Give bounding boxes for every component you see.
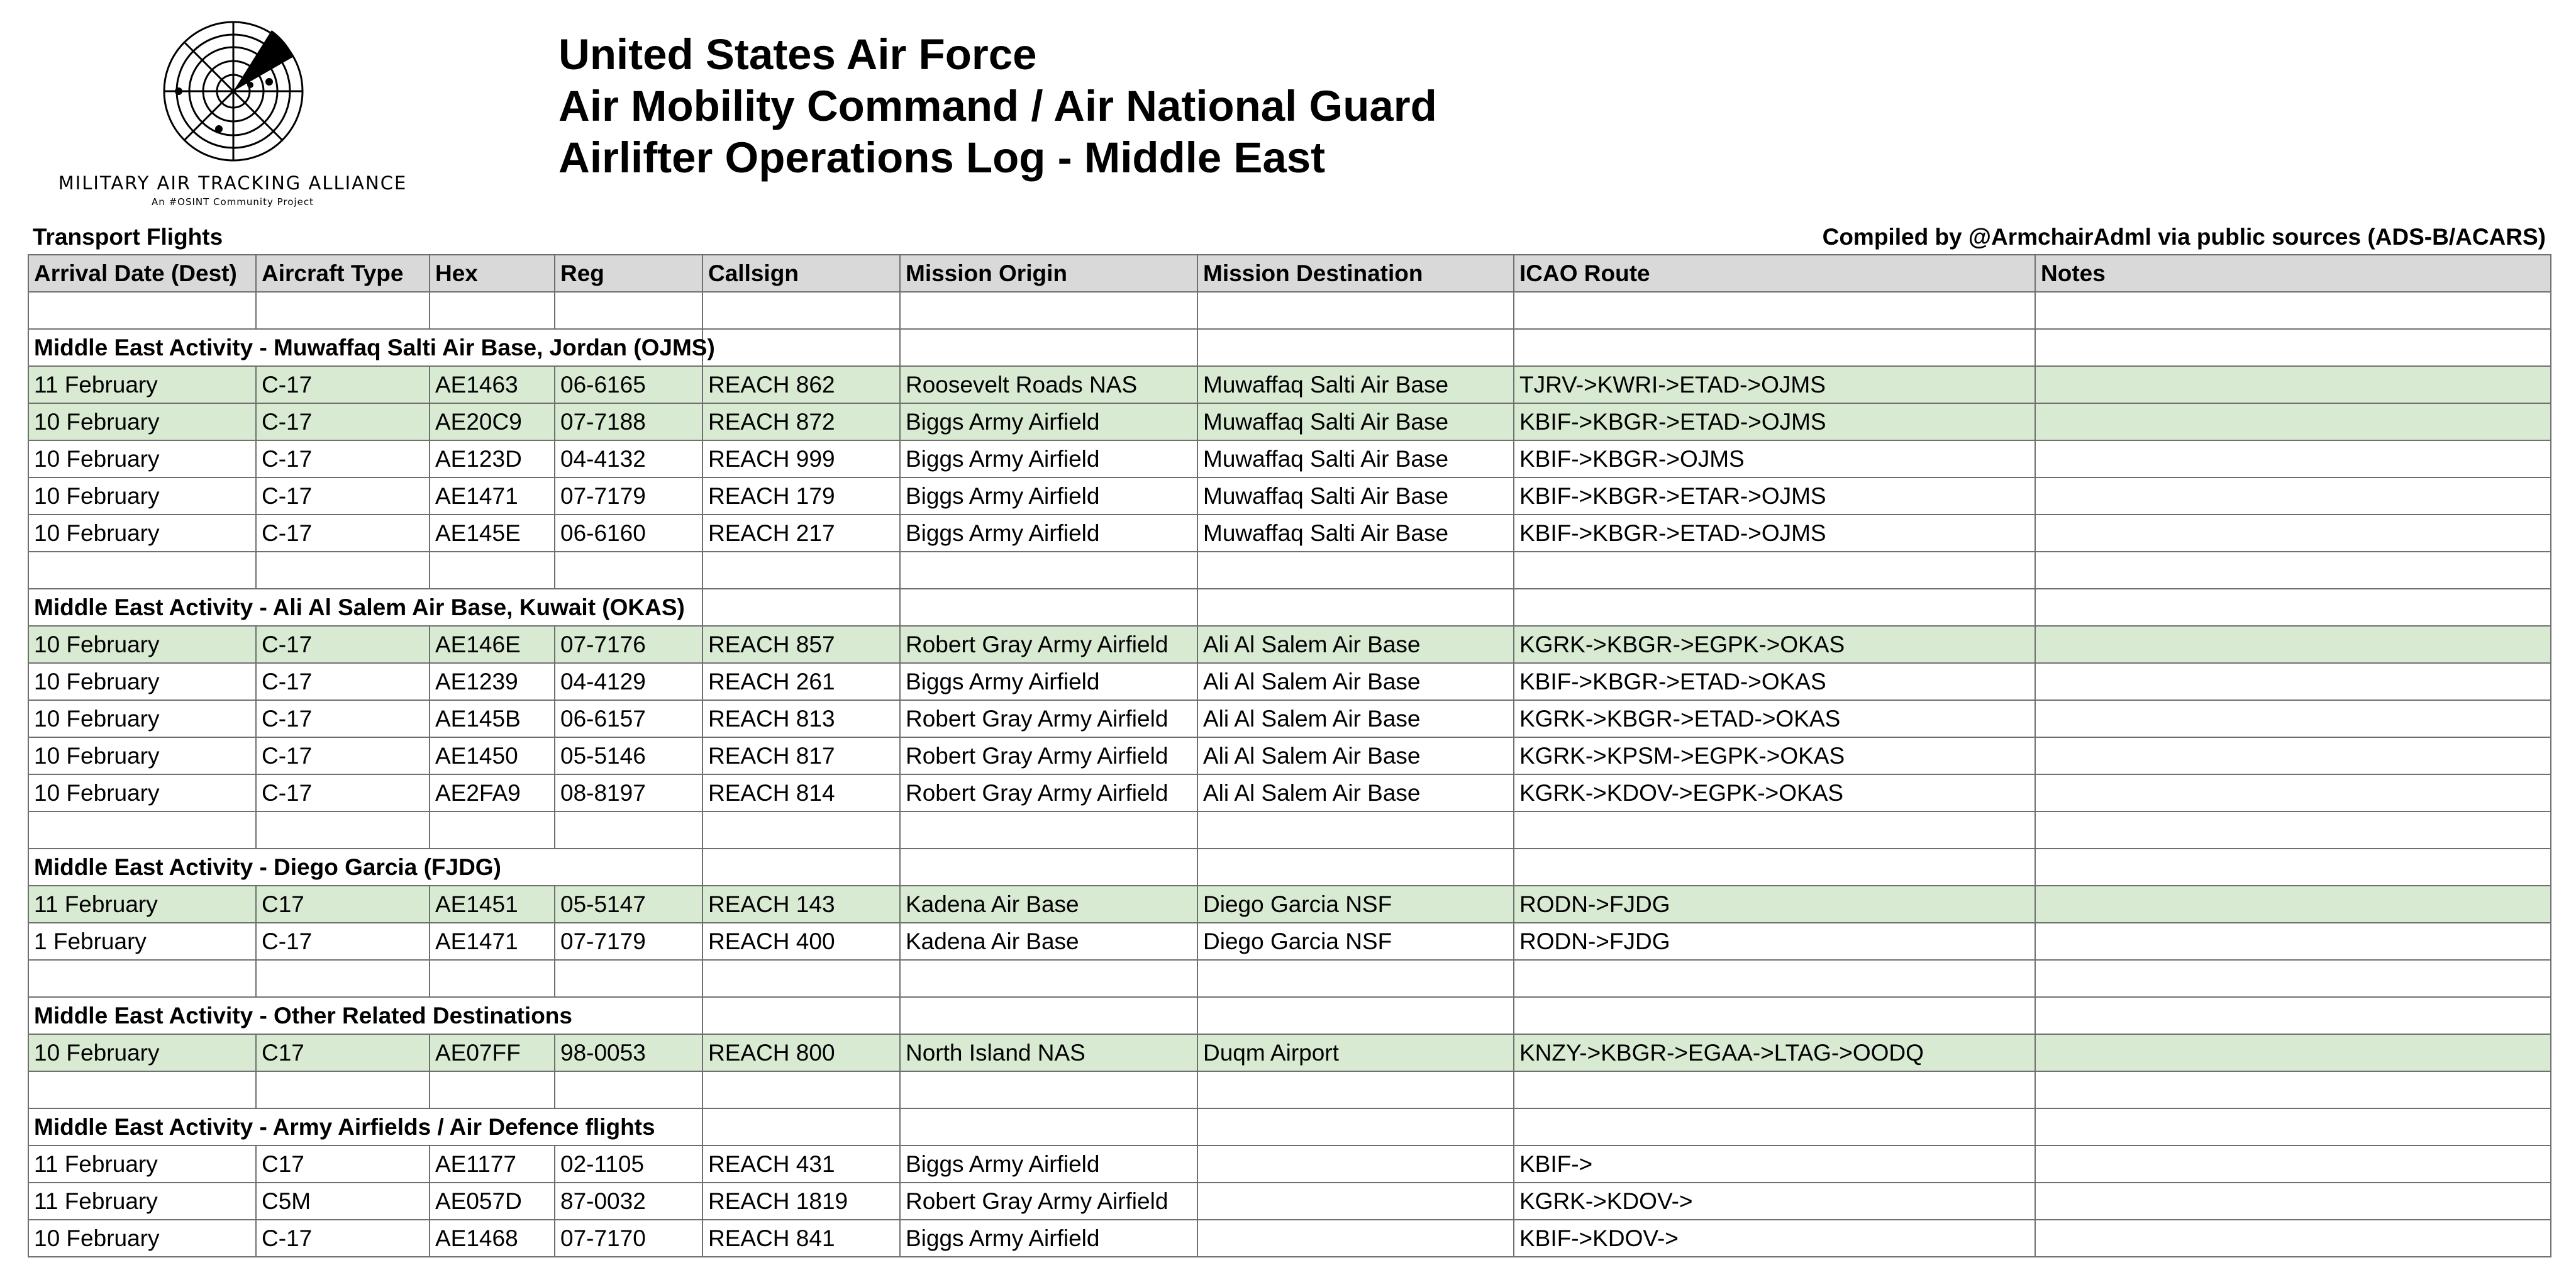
table-cell[interactable] xyxy=(1514,1108,2035,1145)
table-cell[interactable] xyxy=(2035,923,2551,960)
table-cell[interactable] xyxy=(900,960,1197,997)
table-cell[interactable]: C17 xyxy=(256,886,430,923)
table-cell[interactable]: Kadena Air Base xyxy=(900,886,1197,923)
table-cell[interactable]: Robert Gray Army Airfield xyxy=(900,700,1197,737)
title-line-2: Air Mobility Command / Air National Guard xyxy=(558,82,1437,130)
table-cell[interactable] xyxy=(2035,440,2551,477)
table-cell[interactable] xyxy=(2035,663,2551,700)
table-cell[interactable] xyxy=(702,997,900,1034)
table-cell[interactable]: AE1451 xyxy=(430,886,555,923)
table-row xyxy=(28,477,2551,515)
table-cell[interactable]: KBIF-> xyxy=(1514,1145,2035,1183)
table-cell[interactable] xyxy=(702,1071,900,1108)
section-title-row xyxy=(28,849,2551,886)
table-cell[interactable] xyxy=(2035,626,2551,663)
spacer-row xyxy=(28,292,2551,329)
table-cell[interactable] xyxy=(555,811,702,849)
table-cell[interactable]: AE145B xyxy=(430,700,555,737)
table-cell[interactable]: REACH 179 xyxy=(702,477,900,515)
table-cell[interactable]: KBIF->KBGR->ETAR->OJMS xyxy=(1514,477,2035,515)
column-header[interactable]: Hex xyxy=(430,255,555,292)
table-cell[interactable]: Duqm Airport xyxy=(1197,1034,1514,1071)
table-cell[interactable]: KGRK->KBGR->ETAD->OKAS xyxy=(1514,700,2035,737)
table-cell[interactable] xyxy=(256,811,430,849)
table-cell[interactable] xyxy=(1197,1108,1514,1145)
table-cell[interactable]: Muwaffaq Salti Air Base xyxy=(1197,515,1514,552)
table-cell[interactable] xyxy=(1197,811,1514,849)
table-cell[interactable]: Robert Gray Army Airfield xyxy=(900,737,1197,774)
table-cell[interactable]: TJRV->KWRI->ETAD->OJMS xyxy=(1514,366,2035,403)
table-cell[interactable]: Diego Garcia NSF xyxy=(1197,923,1514,960)
column-header[interactable]: ICAO Route xyxy=(1514,255,2035,292)
table-cell[interactable] xyxy=(1514,960,2035,997)
table-cell[interactable] xyxy=(1197,552,1514,589)
table-cell[interactable] xyxy=(2035,886,2551,923)
table-cell[interactable]: Diego Garcia NSF xyxy=(1197,886,1514,923)
table-row xyxy=(28,440,2551,477)
table-cell[interactable]: C-17 xyxy=(256,663,430,700)
table-cell[interactable]: 05-5146 xyxy=(555,737,702,774)
table-cell[interactable]: AE1468 xyxy=(430,1220,555,1257)
table-cell[interactable]: RODN->FJDG xyxy=(1514,923,2035,960)
table-cell[interactable]: Robert Gray Army Airfield xyxy=(900,774,1197,811)
table-cell[interactable]: AE20C9 xyxy=(430,403,555,440)
table-cell[interactable]: 07-7170 xyxy=(555,1220,702,1257)
table-cell[interactable]: KNZY->KBGR->EGAA->LTAG->OODQ xyxy=(1514,1034,2035,1071)
section-title[interactable]: Middle East Activity - Diego Garcia (FJDG) xyxy=(28,849,256,886)
table-row xyxy=(28,403,2551,440)
table-cell[interactable] xyxy=(2035,1220,2551,1257)
spacer-row xyxy=(28,960,2551,997)
table-cell[interactable]: AE145E xyxy=(430,515,555,552)
table-cell[interactable]: C-17 xyxy=(256,626,430,663)
table-cell[interactable]: 10 February xyxy=(28,700,256,737)
table-cell[interactable]: Biggs Army Airfield xyxy=(900,1220,1197,1257)
table-cell[interactable] xyxy=(2035,1108,2551,1145)
table-cell[interactable]: 11 February xyxy=(28,366,256,403)
table-cell[interactable] xyxy=(430,292,555,329)
section-title-row xyxy=(28,589,2551,626)
table-cell[interactable] xyxy=(1197,292,1514,329)
spacer-row xyxy=(28,1071,2551,1108)
table-cell[interactable] xyxy=(1197,329,1514,366)
table-cell[interactable] xyxy=(702,329,900,366)
table-row xyxy=(28,774,2551,811)
table-cell[interactable]: Muwaffaq Salti Air Base xyxy=(1197,403,1514,440)
table-cell[interactable]: 05-5147 xyxy=(555,886,702,923)
table-cell[interactable]: 02-1105 xyxy=(555,1145,702,1183)
table-cell[interactable] xyxy=(1197,960,1514,997)
table-cell[interactable]: AE1471 xyxy=(430,477,555,515)
table-cell[interactable] xyxy=(2035,589,2551,626)
table-cell[interactable]: Ali Al Salem Air Base xyxy=(1197,626,1514,663)
table-cell[interactable]: KGRK->KDOV-> xyxy=(1514,1183,2035,1220)
table-cell[interactable] xyxy=(430,552,555,589)
table-cell[interactable]: C-17 xyxy=(256,737,430,774)
table-cell[interactable]: 11 February xyxy=(28,1145,256,1183)
table-row xyxy=(28,1220,2551,1257)
table-cell[interactable]: North Island NAS xyxy=(900,1034,1197,1071)
table-row xyxy=(28,886,2551,923)
table-cell[interactable] xyxy=(1197,849,1514,886)
table-cell[interactable]: REACH 862 xyxy=(702,366,900,403)
table-cell[interactable] xyxy=(430,1071,555,1108)
table-cell[interactable]: REACH 800 xyxy=(702,1034,900,1071)
table-cell[interactable]: KGRK->KBGR->EGPK->OKAS xyxy=(1514,626,2035,663)
table-cell[interactable]: KGRK->KDOV->EGPK->OKAS xyxy=(1514,774,2035,811)
table-cell[interactable]: Ali Al Salem Air Base xyxy=(1197,663,1514,700)
table-cell[interactable]: C-17 xyxy=(256,477,430,515)
table-cell[interactable]: AE1471 xyxy=(430,923,555,960)
table-cell[interactable] xyxy=(555,552,702,589)
table-cell[interactable]: REACH 817 xyxy=(702,737,900,774)
operations-log-table xyxy=(28,254,2551,1257)
table-cell[interactable]: REACH 841 xyxy=(702,1220,900,1257)
column-header[interactable]: Mission Origin xyxy=(900,255,1197,292)
section-title[interactable]: Middle East Activity - Other Related Destinations xyxy=(28,997,256,1034)
table-cell[interactable] xyxy=(2035,1183,2551,1220)
table-cell[interactable]: REACH 999 xyxy=(702,440,900,477)
logo-tagline: An #OSINT Community Project xyxy=(152,196,314,208)
table-row xyxy=(28,1145,2551,1183)
table-row xyxy=(28,626,2551,663)
table-cell[interactable]: KBIF->KBGR->ETAD->OKAS xyxy=(1514,663,2035,700)
table-cell[interactable] xyxy=(256,1071,430,1108)
table-cell[interactable] xyxy=(1514,1071,2035,1108)
table-cell[interactable] xyxy=(1197,1071,1514,1108)
table-cell[interactable] xyxy=(28,292,256,329)
table-cell[interactable]: C17 xyxy=(256,1034,430,1071)
table-cell[interactable] xyxy=(28,552,256,589)
table-cell[interactable] xyxy=(900,1071,1197,1108)
table-row xyxy=(28,515,2551,552)
table-cell[interactable] xyxy=(555,292,702,329)
table-cell[interactable] xyxy=(28,811,256,849)
table-cell[interactable] xyxy=(1514,552,2035,589)
table-cell[interactable] xyxy=(2035,700,2551,737)
section-title-row xyxy=(28,997,2551,1034)
table-cell[interactable]: REACH 1819 xyxy=(702,1183,900,1220)
table-cell[interactable] xyxy=(430,811,555,849)
table-cell[interactable] xyxy=(1514,997,2035,1034)
table-cell[interactable]: KBIF->KBGR->ETAD->OJMS xyxy=(1514,403,2035,440)
table-cell[interactable]: Kadena Air Base xyxy=(900,923,1197,960)
source-credit: Compiled by @ArmchairAdml via public sources (ADS-B/ACARS) xyxy=(1822,224,2546,250)
column-header[interactable]: Callsign xyxy=(702,255,900,292)
column-header[interactable]: Notes xyxy=(2035,255,2551,292)
table-cell[interactable]: Muwaffaq Salti Air Base xyxy=(1197,440,1514,477)
radar-icon xyxy=(161,19,306,164)
table-cell[interactable]: 04-4129 xyxy=(555,663,702,700)
table-cell[interactable]: 10 February xyxy=(28,1034,256,1071)
table-cell[interactable] xyxy=(1197,1220,1514,1257)
table-cell[interactable] xyxy=(555,997,702,1034)
table-cell[interactable]: 04-4132 xyxy=(555,440,702,477)
table-row xyxy=(28,663,2551,700)
table-cell[interactable]: AE1450 xyxy=(430,737,555,774)
table-cell[interactable]: AE1239 xyxy=(430,663,555,700)
table-cell[interactable] xyxy=(900,329,1197,366)
table-cell[interactable]: C-17 xyxy=(256,774,430,811)
logo-name: MILITARY AIR TRACKING ALLIANCE xyxy=(58,172,408,194)
table-cell[interactable] xyxy=(2035,849,2551,886)
table-cell[interactable] xyxy=(702,292,900,329)
table-cell[interactable]: 11 February xyxy=(28,886,256,923)
section-title[interactable]: Middle East Activity - Muwaffaq Salti Air Base, Jordan (OJMS) xyxy=(28,329,256,366)
table-cell[interactable]: REACH 872 xyxy=(702,403,900,440)
column-header[interactable]: Reg xyxy=(555,255,702,292)
section-title-row xyxy=(28,1108,2551,1145)
table-cell[interactable]: C-17 xyxy=(256,515,430,552)
matra-logo xyxy=(38,19,428,214)
table-cell[interactable]: 1 February xyxy=(28,923,256,960)
table-cell[interactable] xyxy=(2035,811,2551,849)
table-cell[interactable] xyxy=(1197,997,1514,1034)
column-header[interactable]: Aircraft Type xyxy=(256,255,430,292)
table-cell[interactable]: 10 February xyxy=(28,440,256,477)
table-cell[interactable]: C-17 xyxy=(256,700,430,737)
table-cell[interactable]: C5M xyxy=(256,1183,430,1220)
table-cell[interactable]: Muwaffaq Salti Air Base xyxy=(1197,366,1514,403)
table-cell[interactable] xyxy=(2035,552,2551,589)
table-cell[interactable]: REACH 813 xyxy=(702,700,900,737)
table-cell[interactable]: 10 February xyxy=(28,1220,256,1257)
table-cell[interactable] xyxy=(900,1108,1197,1145)
table-cell[interactable] xyxy=(256,960,430,997)
table-cell[interactable]: 07-7176 xyxy=(555,626,702,663)
table-cell[interactable]: Robert Gray Army Airfield xyxy=(900,1183,1197,1220)
table-cell[interactable] xyxy=(2035,1145,2551,1183)
table-cell[interactable] xyxy=(430,960,555,997)
table-cell[interactable] xyxy=(900,589,1197,626)
table-cell[interactable] xyxy=(2035,292,2551,329)
table-cell[interactable]: C-17 xyxy=(256,366,430,403)
table-cell[interactable]: Roosevelt Roads NAS xyxy=(900,366,1197,403)
table-cell[interactable] xyxy=(2035,960,2551,997)
table-cell[interactable]: 06-6160 xyxy=(555,515,702,552)
section-title[interactable]: Middle East Activity - Army Airfields / Air Defence flights xyxy=(28,1108,256,1145)
table-cell[interactable]: Biggs Army Airfield xyxy=(900,663,1197,700)
table-cell[interactable]: 07-7188 xyxy=(555,403,702,440)
table-cell[interactable] xyxy=(2035,366,2551,403)
table-cell[interactable]: 07-7179 xyxy=(555,923,702,960)
table-cell[interactable] xyxy=(900,811,1197,849)
table-cell[interactable]: Ali Al Salem Air Base xyxy=(1197,700,1514,737)
table-cell[interactable]: 08-8197 xyxy=(555,774,702,811)
table-cell[interactable]: REACH 857 xyxy=(702,626,900,663)
table-cell[interactable] xyxy=(555,849,702,886)
table-cell[interactable] xyxy=(900,849,1197,886)
table-cell[interactable]: Muwaffaq Salti Air Base xyxy=(1197,477,1514,515)
table-cell[interactable] xyxy=(2035,403,2551,440)
table-cell[interactable] xyxy=(2035,1034,2551,1071)
table-cell[interactable] xyxy=(1514,589,2035,626)
table-cell[interactable]: Biggs Army Airfield xyxy=(900,403,1197,440)
table-cell[interactable]: Biggs Army Airfield xyxy=(900,1145,1197,1183)
table-cell[interactable]: C-17 xyxy=(256,403,430,440)
table-row xyxy=(28,923,2551,960)
table-cell[interactable] xyxy=(702,960,900,997)
table-cell[interactable]: Biggs Army Airfield xyxy=(900,515,1197,552)
table-cell[interactable] xyxy=(2035,1071,2551,1108)
table-cell[interactable] xyxy=(702,849,900,886)
table-cell[interactable] xyxy=(1197,589,1514,626)
table-cell[interactable] xyxy=(256,552,430,589)
table-cell[interactable]: KGRK->KPSM->EGPK->OKAS xyxy=(1514,737,2035,774)
table-cell[interactable]: AE1463 xyxy=(430,366,555,403)
table-cell[interactable] xyxy=(900,552,1197,589)
title-block xyxy=(558,29,1437,184)
table-cell[interactable]: AE123D xyxy=(430,440,555,477)
table-cell[interactable] xyxy=(1197,1183,1514,1220)
table-cell[interactable] xyxy=(900,292,1197,329)
table-cell[interactable]: KBIF->KBGR->ETAD->OJMS xyxy=(1514,515,2035,552)
table-cell[interactable]: KBIF->KDOV-> xyxy=(1514,1220,2035,1257)
table-cell[interactable] xyxy=(1514,292,2035,329)
table-cell[interactable] xyxy=(702,552,900,589)
table-cell[interactable]: Ali Al Salem Air Base xyxy=(1197,737,1514,774)
table-cell[interactable]: 10 February xyxy=(28,477,256,515)
table-cell[interactable]: REACH 143 xyxy=(702,886,900,923)
table-cell[interactable]: 10 February xyxy=(28,403,256,440)
table-cell[interactable]: AE07FF xyxy=(430,1034,555,1071)
section-title[interactable]: Middle East Activity - Ali Al Salem Air Base, Kuwait (OKAS) xyxy=(28,589,256,626)
column-header[interactable]: Mission Destination xyxy=(1197,255,1514,292)
table-cell[interactable]: Ali Al Salem Air Base xyxy=(1197,774,1514,811)
table-cell[interactable] xyxy=(2035,477,2551,515)
table-cell[interactable] xyxy=(555,1071,702,1108)
table-cell[interactable]: C17 xyxy=(256,1145,430,1183)
table-cell[interactable]: 10 February xyxy=(28,663,256,700)
table-cell[interactable] xyxy=(2035,737,2551,774)
table-cell[interactable] xyxy=(555,960,702,997)
table-cell[interactable] xyxy=(702,811,900,849)
table-cell[interactable]: AE146E xyxy=(430,626,555,663)
table-cell[interactable]: REACH 814 xyxy=(702,774,900,811)
table-cell[interactable]: 10 February xyxy=(28,737,256,774)
table-cell[interactable]: REACH 431 xyxy=(702,1145,900,1183)
table-cell[interactable]: 87-0032 xyxy=(555,1183,702,1220)
table-row xyxy=(28,1034,2551,1071)
table-cell[interactable] xyxy=(1197,1145,1514,1183)
table-cell[interactable]: C-17 xyxy=(256,440,430,477)
table-cell[interactable] xyxy=(2035,515,2551,552)
section-title-row xyxy=(28,329,2551,366)
table-cell[interactable] xyxy=(28,960,256,997)
table-row xyxy=(28,737,2551,774)
table-cell[interactable]: C-17 xyxy=(256,923,430,960)
table-cell[interactable]: 11 February xyxy=(28,1183,256,1220)
title-line-1: United States Air Force xyxy=(558,30,1037,79)
table-cell[interactable] xyxy=(702,1108,900,1145)
title-line-3: Airlifter Operations Log - Middle East xyxy=(558,133,1326,182)
table-cell[interactable] xyxy=(256,292,430,329)
table-cell[interactable]: REACH 400 xyxy=(702,923,900,960)
table-cell[interactable]: REACH 261 xyxy=(702,663,900,700)
table-cell[interactable]: AE1177 xyxy=(430,1145,555,1183)
table-cell[interactable]: 10 February xyxy=(28,774,256,811)
table-cell[interactable] xyxy=(2035,997,2551,1034)
table-cell[interactable] xyxy=(1514,849,2035,886)
table-cell[interactable]: 98-0053 xyxy=(555,1034,702,1071)
table-cell[interactable]: AE057D xyxy=(430,1183,555,1220)
table-row xyxy=(28,366,2551,403)
table-cell[interactable]: C-17 xyxy=(256,1220,430,1257)
table-caption: Transport Flights xyxy=(33,224,223,250)
table-row xyxy=(28,700,2551,737)
table-cell[interactable]: Robert Gray Army Airfield xyxy=(900,626,1197,663)
table-cell[interactable] xyxy=(28,1071,256,1108)
table-cell[interactable]: KBIF->KBGR->OJMS xyxy=(1514,440,2035,477)
table-cell[interactable] xyxy=(1514,811,2035,849)
table-cell[interactable]: 10 February xyxy=(28,626,256,663)
table-cell[interactable]: AE2FA9 xyxy=(430,774,555,811)
table-cell[interactable] xyxy=(2035,329,2551,366)
table-cell[interactable]: 10 February xyxy=(28,515,256,552)
header-row xyxy=(28,255,2551,292)
column-header[interactable]: Arrival Date (Dest) xyxy=(28,255,256,292)
spacer-row xyxy=(28,811,2551,849)
table-row xyxy=(28,1183,2551,1220)
table-cell[interactable]: REACH 217 xyxy=(702,515,900,552)
spacer-row xyxy=(28,552,2551,589)
table-cell[interactable] xyxy=(900,997,1197,1034)
table-cell[interactable] xyxy=(1514,329,2035,366)
table-cell[interactable]: 07-7179 xyxy=(555,477,702,515)
table-cell[interactable]: 06-6165 xyxy=(555,366,702,403)
table-cell[interactable]: Biggs Army Airfield xyxy=(900,477,1197,515)
table-cell[interactable]: Biggs Army Airfield xyxy=(900,440,1197,477)
table-cell[interactable] xyxy=(2035,774,2551,811)
table-cell[interactable] xyxy=(702,589,900,626)
table-cell[interactable]: RODN->FJDG xyxy=(1514,886,2035,923)
table-cell[interactable]: 06-6157 xyxy=(555,700,702,737)
